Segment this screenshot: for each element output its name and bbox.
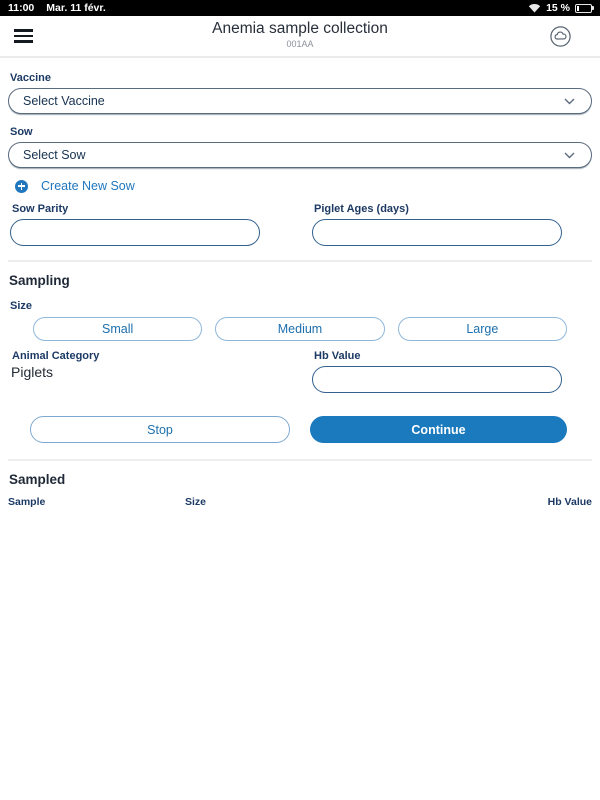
section-divider: [8, 459, 592, 461]
status-time: 11:00: [8, 2, 35, 14]
create-new-sow-link[interactable]: [15, 179, 592, 193]
status-bar: [0, 0, 600, 16]
battery-percent: 15 %: [546, 2, 570, 14]
status-date: Mar. 11 févr.: [46, 2, 106, 14]
form-body: [0, 72, 600, 508]
size-medium-button[interactable]: Medium: [215, 317, 384, 341]
animal-category-label: Animal Category: [12, 350, 100, 362]
size-large-button[interactable]: Large: [398, 317, 567, 341]
sampling-section-header: Sampling: [9, 273, 70, 288]
chevron-down-icon: [564, 98, 575, 105]
cloud-sync-icon[interactable]: [549, 25, 572, 48]
vaccine-selected-value: Select Vaccine: [23, 94, 105, 108]
hb-value-label: Hb Value: [314, 350, 361, 362]
plus-circle-icon: [15, 180, 28, 193]
piglet-ages-input[interactable]: [312, 219, 562, 246]
sow-parity-input[interactable]: [10, 219, 260, 246]
column-header-hb-value: Hb Value: [547, 496, 592, 508]
column-header-sample: Sample: [8, 496, 46, 508]
stop-button[interactable]: Stop: [30, 416, 290, 443]
sow-label: Sow: [10, 126, 33, 138]
vaccine-label: Vaccine: [10, 72, 51, 84]
page-title: Anemia sample collection: [212, 20, 388, 37]
continue-button[interactable]: Continue: [310, 416, 567, 443]
sow-parity-label: Sow Parity: [12, 203, 69, 215]
column-header-size: Size: [185, 496, 207, 508]
size-button-group: [8, 317, 592, 341]
animal-category-value: Piglets: [11, 364, 54, 380]
form-id: 001AA: [286, 39, 314, 49]
sampled-section-header: Sampled: [9, 472, 66, 487]
sampled-table-header: [8, 496, 592, 508]
size-label: Size: [10, 300, 33, 312]
wifi-icon: [528, 3, 541, 13]
chevron-down-icon: [564, 152, 575, 159]
create-new-sow-label: Create New Sow: [41, 179, 135, 193]
section-divider: [8, 260, 592, 262]
sow-selected-value: Select Sow: [23, 148, 86, 162]
hb-value-input[interactable]: [312, 366, 562, 393]
battery-icon: [575, 4, 592, 13]
piglet-ages-label: Piglet Ages (days): [314, 203, 409, 215]
app-header: [0, 16, 600, 58]
sow-select[interactable]: [8, 142, 592, 168]
vaccine-select[interactable]: [8, 88, 592, 114]
size-small-button[interactable]: Small: [33, 317, 202, 341]
